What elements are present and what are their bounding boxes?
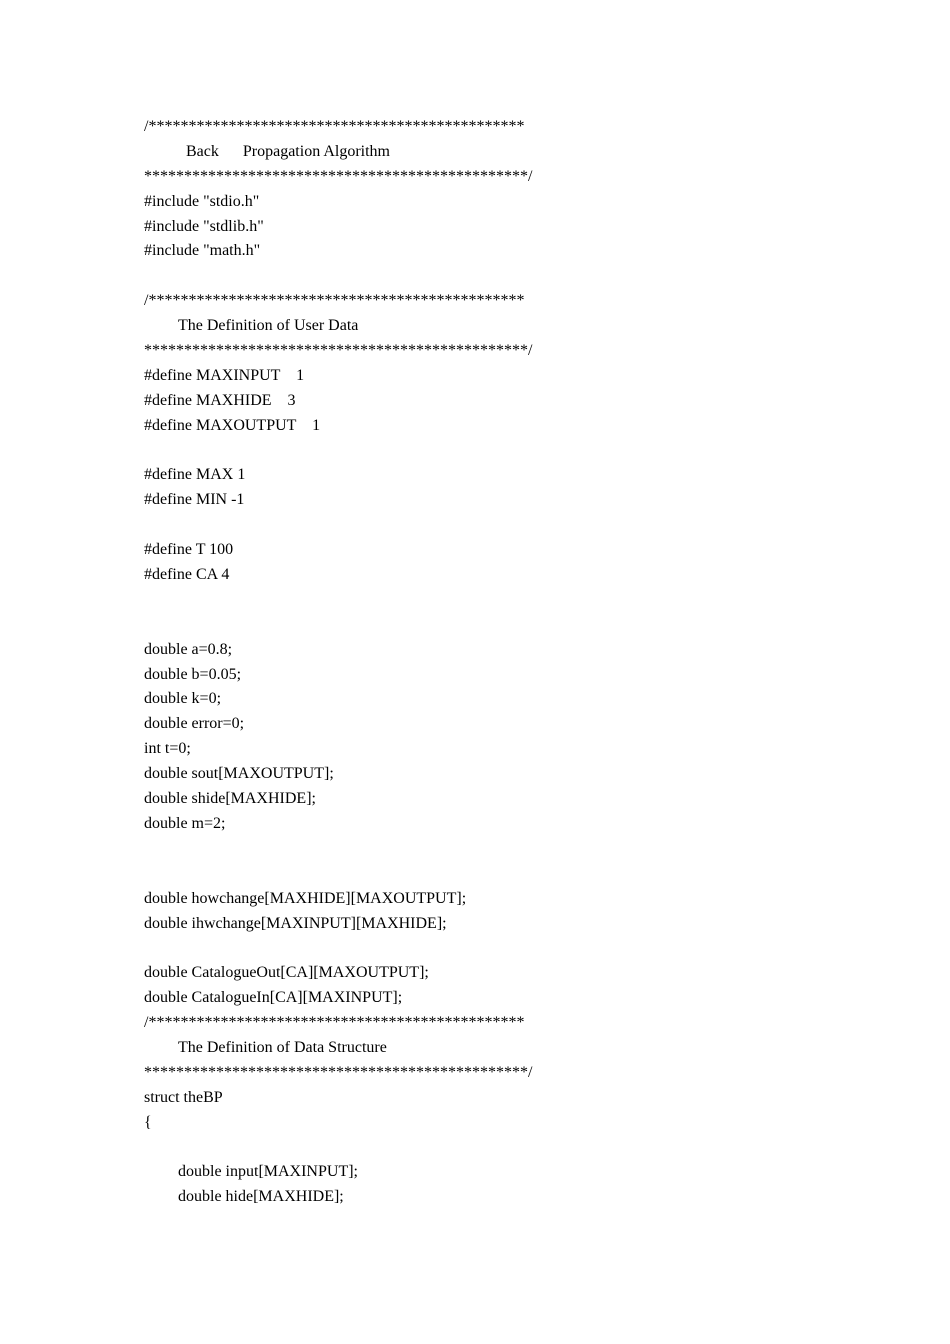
define-line: #define T 100 [144,541,234,559]
variable-declaration: int t=0; [144,740,191,758]
blank-line [144,588,532,613]
variable-declaration: double a=0.8; [144,640,233,658]
open-brace: { [144,1113,152,1131]
variable-declaration: double error=0; [144,715,245,733]
blank-line [144,439,532,464]
define-line: #define MAXOUTPUT 1 [144,416,321,434]
include-line: #include "stdio.h" [144,192,260,210]
blank-line [144,862,532,887]
variable-declaration: double CatalogueOut[CA][MAXOUTPUT]; [144,964,429,982]
code-listing [144,115,532,1210]
blank-line [144,513,532,538]
comment-border-top: /*********************************************** [144,1014,525,1032]
include-line: #include "stdlib.h" [144,217,264,235]
comment-border-bottom: ************************************************/ [144,167,533,185]
define-line: #define MIN -1 [144,491,245,509]
comment-border-top: /*********************************************** [144,118,525,135]
define-line: #define MAXHIDE 3 [144,391,296,409]
variable-declaration: double b=0.05; [144,665,242,683]
comment-title: Back Propagation Algorithm [186,142,390,160]
struct-declaration: struct theBP [144,1088,223,1106]
comment-border-bottom: ************************************************/ [144,1063,533,1081]
define-line: #define MAX 1 [144,466,246,484]
blank-line [144,613,532,638]
blank-line [144,264,532,289]
variable-declaration: double shide[MAXHIDE]; [144,790,316,808]
define-line: #define MAXINPUT 1 [144,366,305,384]
struct-member: double input[MAXINPUT]; [178,1163,358,1181]
variable-declaration: double k=0; [144,690,222,708]
include-line: #include "math.h" [144,242,261,260]
variable-declaration: double m=2; [144,814,226,832]
variable-declaration: double sout[MAXOUTPUT]; [144,765,334,783]
struct-member: double hide[MAXHIDE]; [178,1188,344,1206]
variable-declaration: double ihwchange[MAXINPUT][MAXHIDE]; [144,914,447,932]
comment-border-top: /*********************************************** [144,292,525,310]
define-line: #define CA 4 [144,566,230,584]
comment-title: The Definition of Data Structure [178,1038,387,1056]
blank-line [144,1136,532,1161]
comment-border-bottom: ************************************************/ [144,342,533,360]
blank-line [144,936,532,961]
variable-declaration: double CatalogueIn[CA][MAXINPUT]; [144,989,403,1007]
blank-line [144,837,532,862]
variable-declaration: double howchange[MAXHIDE][MAXOUTPUT]; [144,889,467,907]
comment-title: The Definition of User Data [178,317,359,335]
